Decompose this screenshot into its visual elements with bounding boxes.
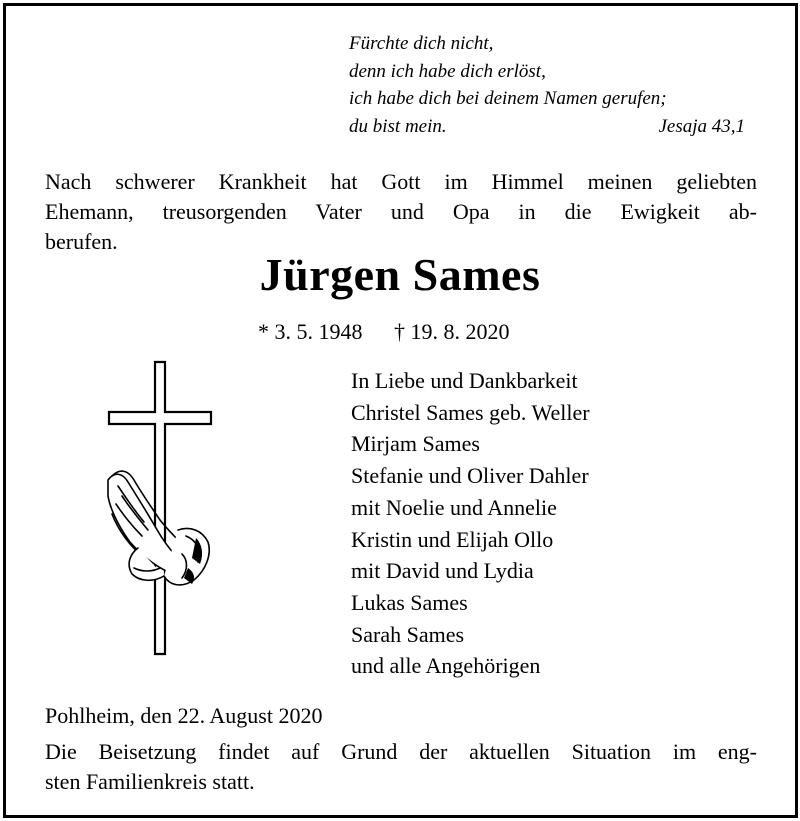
- mourner-line: In Liebe und Dankbarkeit: [351, 368, 578, 393]
- funeral-line: sten Familienkreis statt.: [45, 769, 255, 794]
- mourner-line: Christel Sames geb. Weller: [351, 399, 590, 425]
- mourner-line: Stefanie und Oliver Dahler: [351, 463, 589, 489]
- verse-line: ich habe dich bei deinem Namen gerufen;: [349, 88, 667, 109]
- mourner-line: und alle Angehörigen: [351, 653, 541, 679]
- funeral-notice: [45, 737, 757, 797]
- place-and-date: Pohlheim, den 22. August 2020: [45, 703, 323, 728]
- intro-line: Ehemann, treusorgenden Vater und Opa in die Ewigkeit ab-: [45, 199, 757, 224]
- cross-praying-hands-icon: [98, 358, 258, 668]
- verse-reference: Jesaja 43,1: [658, 115, 745, 137]
- mourner-line: Sarah Sames: [351, 621, 465, 647]
- mourners-list: [351, 365, 590, 682]
- mourner-line: Kristin und Elijah Ollo: [351, 526, 554, 552]
- mourner-line: mit Noelie und Annelie: [351, 494, 557, 520]
- mourner-line: Mirjam Sames: [351, 431, 480, 457]
- verse-line: du bist mein.: [349, 115, 447, 137]
- birth-date: * 3. 5. 1948: [258, 319, 363, 344]
- death-date: † 19. 8. 2020: [394, 319, 510, 344]
- mourner-line: mit David und Lydia: [351, 558, 534, 584]
- verse-last-line: [349, 113, 745, 141]
- mourner-line: Lukas Sames: [351, 589, 468, 615]
- verse-line: denn ich habe dich erlöst,: [349, 60, 546, 82]
- funeral-line: Die Beisetzung findet auf Grund der aktuellen Situation im eng-: [45, 739, 757, 764]
- intro-line: Nach schwerer Krankheit hat Gott im Himmel meinen geliebten: [45, 169, 757, 194]
- intro-line: berufen.: [45, 229, 118, 254]
- intro-text: [45, 167, 757, 257]
- verse-line: Fürchte dich nicht,: [349, 33, 494, 54]
- life-dates: [258, 317, 510, 347]
- bible-verse: [349, 30, 749, 140]
- deceased-name: Jürgen Sames: [259, 249, 541, 300]
